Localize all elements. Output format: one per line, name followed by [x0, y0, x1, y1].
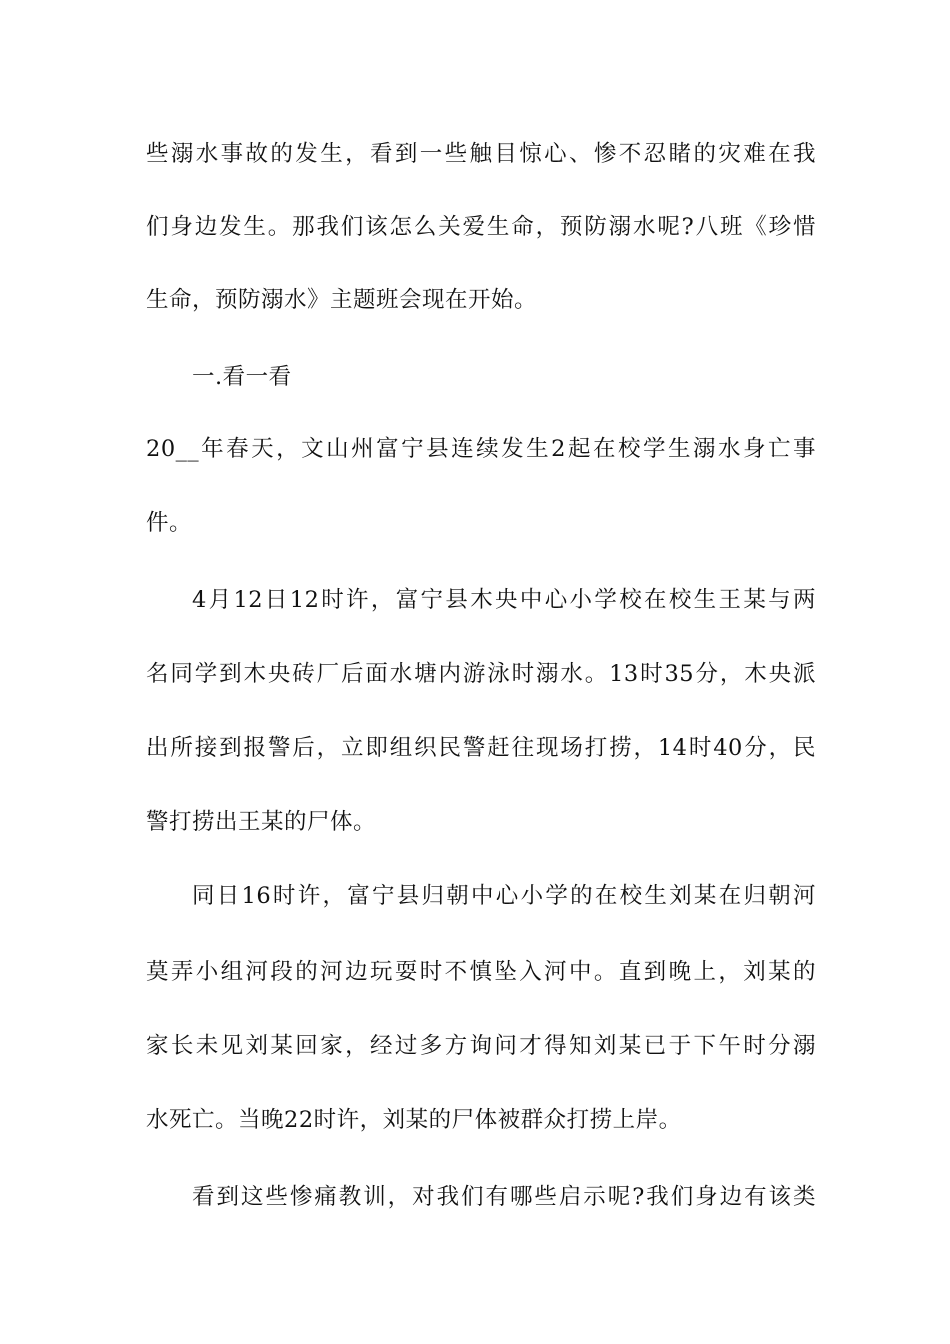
paragraph-line: 件。 [146, 510, 193, 536]
paragraph-line: 名同学到木央砖厂后面水塘内游泳时溺水。13时35分，木央派 [146, 661, 816, 687]
paragraph-line: 些溺水事故的发生，看到一些触目惊心、惨不忍睹的灾难在我 [146, 141, 816, 167]
paragraph-line: 4月12日12时许，富宁县木央中心小学校在校生王某与两 [192, 587, 816, 613]
paragraph-line: 莫弄小组河段的河边玩耍时不慎坠入河中。直到晚上，刘某的 [146, 959, 816, 985]
paragraph-line: 生命，预防溺水》主题班会现在开始。 [146, 287, 538, 313]
paragraph-line: 们身边发生。那我们该怎么关爱生命，预防溺水呢?八班《珍惜 [146, 214, 816, 240]
paragraph-line: 警打捞出王某的尸体。 [146, 809, 377, 835]
paragraph-line: 水死亡。当晚22时许，刘某的尸体被群众打捞上岸。 [146, 1107, 682, 1133]
paragraph-line: 看到这些惨痛教训，对我们有哪些启示呢?我们身边有该类 [192, 1184, 816, 1210]
paragraph-line: 同日16时许，富宁县归朝中心小学的在校生刘某在归朝河 [192, 883, 816, 909]
paragraph-line: 家长未见刘某回家，经过多方询问才得知刘某已于下午时分溺 [146, 1033, 816, 1059]
paragraph-line: 出所接到报警后，立即组织民警赶往现场打捞，14时40分，民 [146, 735, 816, 761]
section-heading: 一.看一看 [192, 364, 292, 390]
paragraph-line: 20__年春天，文山州富宁县连续发生2起在校学生溺水身亡事 [146, 436, 816, 462]
